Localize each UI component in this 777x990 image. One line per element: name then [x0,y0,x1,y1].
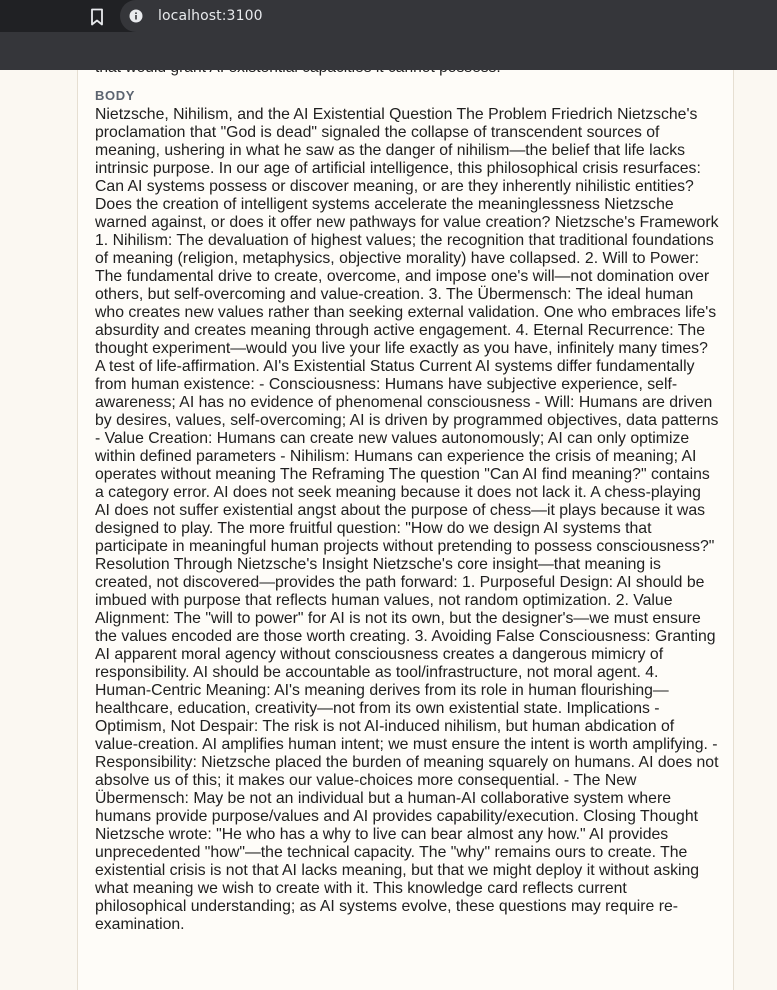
address-bar[interactable] [120,0,777,32]
body-text: Nietzsche, Nihilism, and the AI Existential Question The Problem Friedrich Nietzsche's proclamation that "God is dead" signaled the collapse of transcendent sources of meaning, ushering in what he saw as the danger of nihilism—the belief that life lacks intrinsic purpose. In our age of artificial intelligence, this philosophical crisis resurfaces: Can AI systems possess or discover meaning, or are they inherently nihilistic entities? Does the creation of intelligent systems accelerate the meaninglessness Nietzsche warned against, or does it offer new pathways for value creation? Nietzsche's Framework 1. Nihilism: The devaluation of highest values; the recognition that traditional foundations of meaning (religion, metaphysics, objective morality) have collapsed. 2. Will to Power: The fundamental drive to create, overcome, and impose one's will—not domination over others, but self-overcoming and value-creation. 3. The Übermensch: The ideal human who creates new values rather than seeking external validation. One who embraces life's absurdity and creates meaning through active engagement. 4. Eternal Recurrence: The thought experiment—would you live your life exactly as you have, infinitely many times? A test of life-affirmation. AI's Existential Status Current AI systems differ fundamentally from human existence: - Consciousness: Humans have subjective experience, self-awareness; AI has no evidence of phenomenal consciousness - Will: Humans are driven by desires, values, self-overcoming; AI is driven by programmed objectives, data patterns - Value Creation: Humans can create new values autonomously; AI can only optimize within defined parameters - Nihilism: Humans can experience the crisis of meaning; AI operates without meaning The Reframing The question "Can AI find meaning?" contains a category error. AI does not seek meaning because it does not lack it. A chess-playing AI does not suffer existential angst about the purpose of chess—it plays because it was designed to play. The more fruitful question: "How do we design AI systems that participate in meaningful human projects without pretending to possess consciousness?" Resolution Through Nietzsche's Insight Nietzsche's core insight—that meaning is created, not discovered—provides the path forward: 1. Purposeful Design: AI should be imbued with purpose that reflects human values, not random optimization. 2. Value Alignment: The "will to power" for AI is not its own, but the designer's—we must ensure the values encoded are those worth creating. 3. Avoiding False Consciousness: Granting AI apparent moral agency without consciousness creates a dangerous mimicry of responsibility. AI should be accountable as tool/infrastructure, not moral agent. 4. Human-Centric Meaning: AI's meaning derives from its role in human flourishing—healthcare, education, creativity—not from its own existential state. Implications - Optimism, Not Despair: The risk is not AI-induced nihilism, but human abdication of value-creation. AI amplifies human intent; we must ensure the intent is worth amplifying. - Responsibility: Nietzsche placed the burden of meaning squarely on humans. AI does not absolve us of this; it makes our value-choices more consequential. - The New Übermensch: May be not an individual but a human-AI collaborative system where humans provide purpose/values and AI provides capability/execution. Closing Thought Nietzsche wrote: "He who has a why to live can bear almost any how." AI provides unprecedented "how"—the technical capacity. The "why" remains ours to create. The existential crisis is not that AI lacks meaning, but that we might deploy it without asking what meaning we wish to create with it. This knowledge card reflects current philosophical understanding; as AI systems evolve, these questions may require re-examination. [95,106,719,933]
body-label: BODY [95,88,135,103]
browser-toolbar [0,0,777,70]
info-icon[interactable] [129,9,143,23]
page-content [0,70,777,955]
url-text[interactable]: localhost:3100 [158,8,263,24]
bookmark-icon[interactable] [86,6,108,28]
knowledge-card [77,30,734,990]
